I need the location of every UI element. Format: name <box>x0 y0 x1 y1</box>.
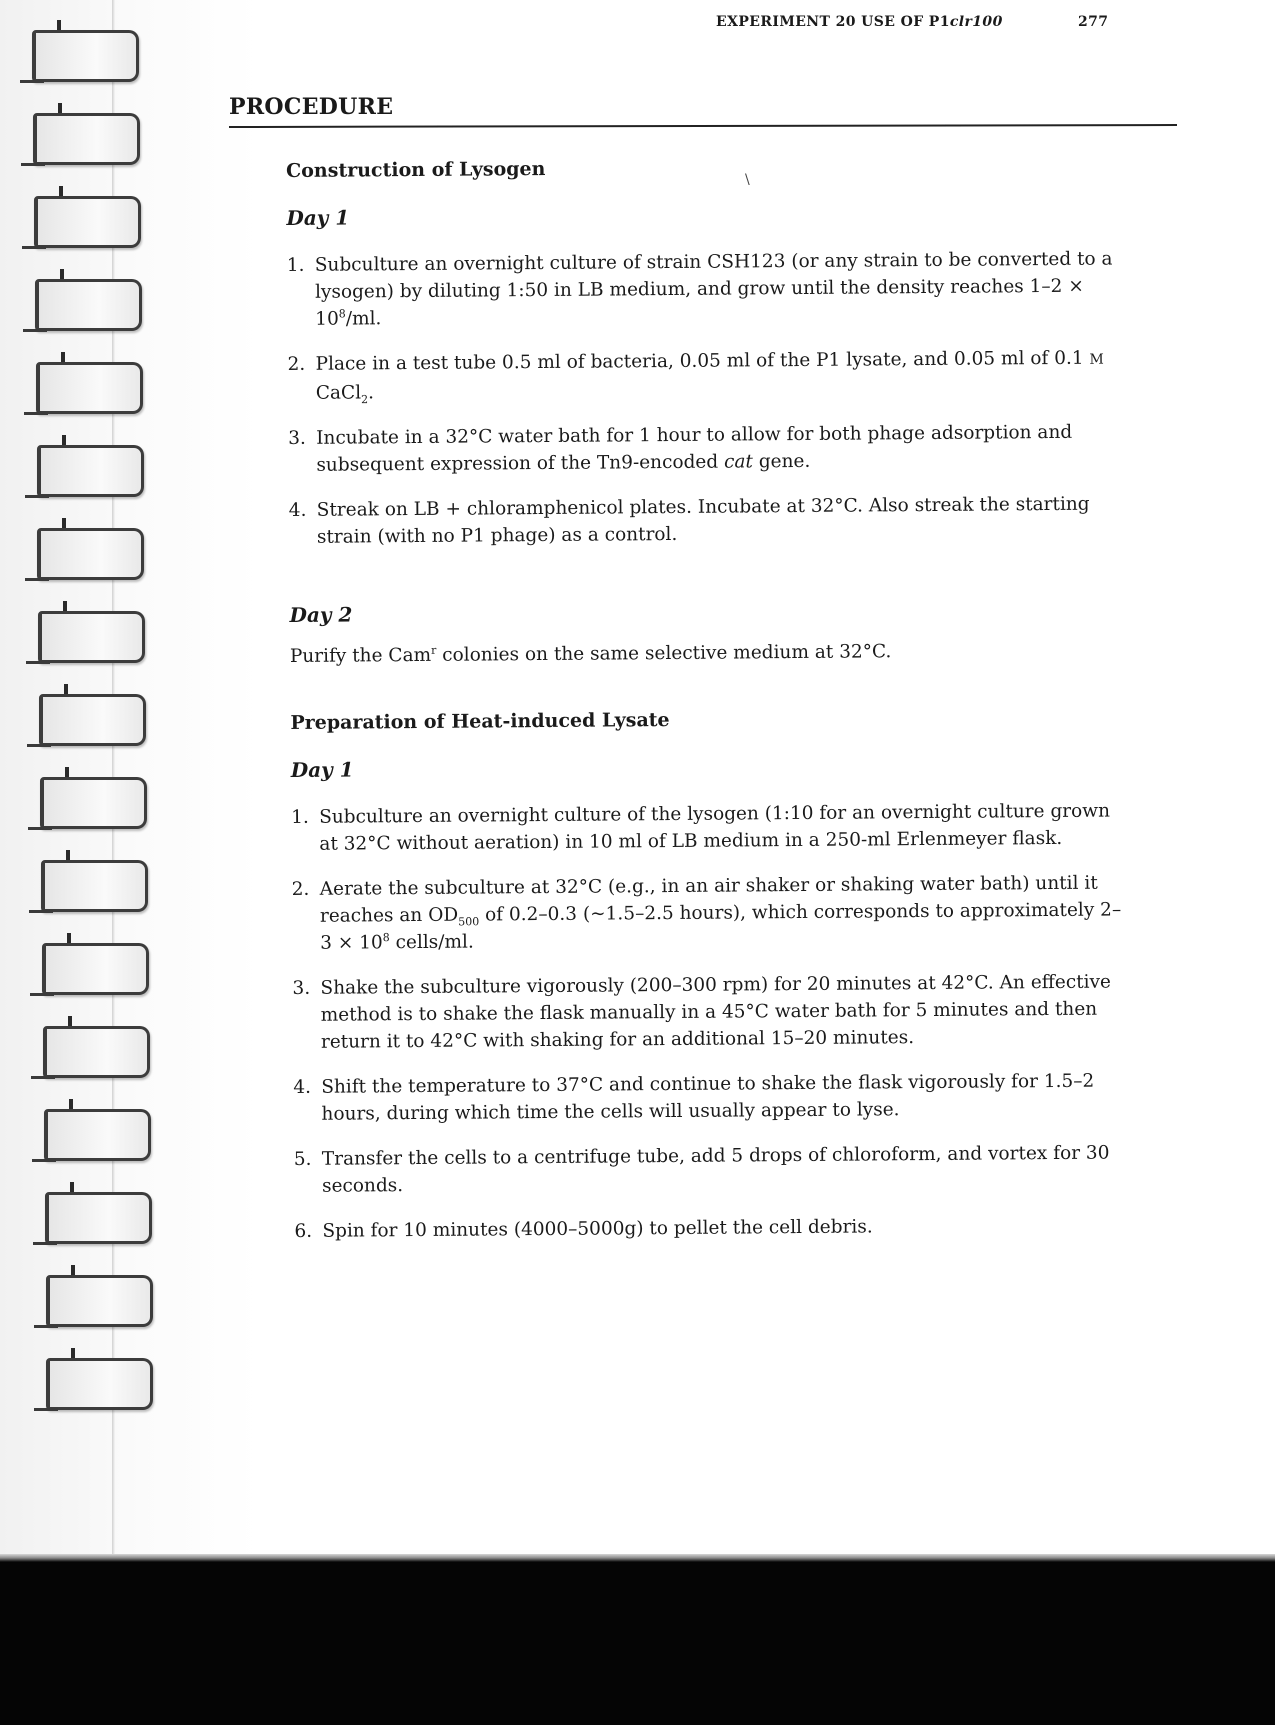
step-text: Transfer the cells to a centrifuge tube, add 5 drops of chloroform, and vortex for 30 seconds. <box>321 1142 1110 1197</box>
part2-title: Preparation of Heat-induced Lysate <box>290 709 670 734</box>
step-text: . <box>368 382 375 404</box>
step-number: 2. <box>291 878 310 900</box>
binding-ring <box>7 435 147 505</box>
binding-ring <box>3 103 143 173</box>
binding-ring <box>16 1348 156 1418</box>
superscript: 8 <box>338 307 346 321</box>
running-head-italic: clr100 <box>949 14 1003 30</box>
step-number: 4. <box>288 499 307 521</box>
step-number: 6. <box>294 1220 313 1242</box>
step-text: of 0.2–0.3 (~1.5–2.5 hours), which corresponds to approximately 2–3 × 10 <box>320 899 1122 954</box>
page-number: 277 <box>1078 14 1109 30</box>
step-text: Shift the temperature to 37°C and continue to shake the flask vigorously for 1.5–2 hours, during which time the cells will usually appear to lyse. <box>321 1070 1095 1125</box>
part2-day1-steps <box>291 797 1134 1245</box>
step-number: 4. <box>293 1076 312 1098</box>
step-text: gene. <box>752 450 811 473</box>
subscript: 500 <box>458 915 480 929</box>
step-number: 1. <box>286 254 305 276</box>
paragraph-text: Purify the Cam <box>289 644 432 667</box>
stray-mark: \ <box>745 172 750 188</box>
binding-ring <box>6 352 146 422</box>
list-item <box>288 418 1128 479</box>
binding-ring <box>12 933 152 1003</box>
list-item <box>291 797 1131 858</box>
superscript: 8 <box>382 931 390 945</box>
step-text: Spin for 10 minutes (4000–5000g) to pellet the cell debris. <box>322 1216 873 1242</box>
list-item <box>287 245 1128 333</box>
step-number: 3. <box>292 977 311 999</box>
step-text: CaCl <box>315 382 362 404</box>
part1-day2-label: Day 2 <box>289 602 353 627</box>
section-title: PROCEDURE <box>229 94 394 120</box>
list-item <box>293 1067 1133 1128</box>
superscript: r <box>431 643 437 657</box>
binding-ring <box>2 20 142 90</box>
step-number: 5. <box>293 1148 312 1170</box>
binding-ring <box>10 767 150 837</box>
binding-ring <box>8 601 148 671</box>
step-text: Incubate in a 32°C water bath for 1 hour to allow for both phage adsorption and subsequent expression of the Tn9-encoded <box>316 421 1073 476</box>
list-item <box>294 1139 1134 1200</box>
list-item <box>294 1211 1134 1245</box>
molar-unit: M <box>1089 351 1104 368</box>
part1-day2-text <box>290 636 1130 670</box>
running-head-prefix: EXPERIMENT 20 USE OF P1 <box>716 14 950 30</box>
list-item <box>289 490 1129 551</box>
part1-title: Construction of Lysogen <box>286 157 546 182</box>
step-text: Aerate the subculture at 32°C (e.g., in an air shaker or shaking water bath) until it reaches an OD <box>319 872 1098 927</box>
list-item <box>288 344 1128 407</box>
binding-ring <box>9 684 149 754</box>
binding-ring <box>7 518 147 588</box>
step-number: 3. <box>288 427 306 449</box>
subscript: 2 <box>361 393 369 407</box>
running-head <box>716 14 1116 30</box>
binding-ring <box>13 1016 153 1086</box>
part2-day1-label: Day 1 <box>290 757 354 782</box>
step-text: Shake the subculture vigorously (200–300 rpm) for 20 minutes at 42°C. An effective method is to shake the flask manually in a 45°C water bath for 5 minutes and then return it to 42°C with shaking for an additional 15–20 minutes. <box>320 971 1112 1053</box>
step-text: cells/ml. <box>389 931 474 954</box>
part1-day1-label: Day 1 <box>286 205 350 230</box>
list-item <box>292 869 1133 957</box>
step-number: 1. <box>291 806 309 828</box>
step-text: Subculture an overnight culture of strain CSH123 (or any strain to be converted to a lysogen) by diluting 1:50 in LB medium, and grow until the density reaches 1–2 × 10 <box>314 248 1113 330</box>
binding-ring <box>15 1182 155 1252</box>
section-rule <box>229 124 1177 128</box>
page-bottom-edge <box>0 1554 1275 1562</box>
spiral-binding <box>0 0 150 1560</box>
binding-ring <box>11 850 151 920</box>
gene-name: cat <box>723 451 753 473</box>
step-number: 2. <box>287 353 306 375</box>
part1-day1-steps <box>287 245 1129 551</box>
step-text: Streak on LB + chloramphenicol plates. Incubate at 32°C. Also streak the starting strain (with no P1 phage) as a control. <box>316 493 1090 548</box>
list-item <box>292 968 1133 1056</box>
procedure-content <box>286 153 1134 1245</box>
binding-ring <box>5 269 145 339</box>
binding-ring <box>16 1265 156 1335</box>
step-text: Subculture an overnight culture of the lysogen (1:10 for an overnight culture grown at 32°C without aeration) in 10 ml of LB medium in a 250-ml Erlenmeyer flask. <box>319 800 1111 855</box>
paragraph-text: colonies on the same selective medium at 32°C. <box>436 641 892 666</box>
step-text: Place in a test tube 0.5 ml of bacteria, 0.05 ml of the P1 lysate, and 0.05 ml of 0.1 <box>315 347 1090 375</box>
binding-ring <box>14 1099 154 1169</box>
binding-ring <box>4 186 144 256</box>
scanner-background <box>0 1560 1275 1725</box>
step-text: /ml. <box>345 308 382 330</box>
